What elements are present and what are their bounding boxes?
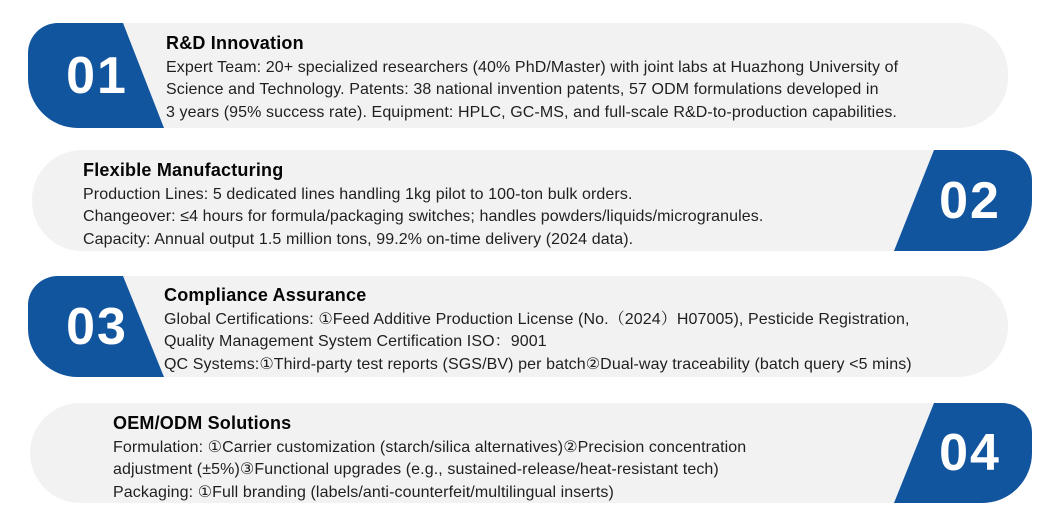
section-line: Quality Management System Certification ISO：9001	[164, 333, 547, 351]
badge-number: 01	[66, 46, 128, 105]
section-line: adjustment (±5%)③Functional upgrades (e.g., sustained-release/heat-resistant tech)	[113, 461, 719, 479]
section-02-badge	[894, 150, 1032, 251]
section-line: Capacity: Annual output 1.5 million tons, 99.2% on-time delivery (2024 data).	[83, 230, 634, 248]
section-title: OEM/ODM Solutions	[113, 413, 292, 433]
section-line: Formulation: ①Carrier customization (starch/silica alternatives)②Precision concentration	[113, 439, 747, 456]
section-line: Global Certifications: ①Feed Additive Production License (No.（2024）H07005), Pesticide Registration,	[164, 311, 910, 328]
section-line: Packaging: ①Full branding (labels/anti-counterfeit/multilingual inserts)	[113, 483, 614, 501]
section-02-content	[83, 158, 763, 251]
badge-number: 03	[66, 297, 128, 356]
section-04-content	[113, 411, 746, 504]
section-03-badge	[28, 276, 166, 377]
section-04-badge	[894, 403, 1032, 503]
section-03-content	[164, 283, 912, 376]
section-line: Science and Technology. Patents: 38 national invention patents, 57 ODM formulations developed in	[166, 81, 879, 99]
section-line: QC Systems:①Third-party test reports (SGS/BV) per batch②Dual-way traceability (batch query <5 mins)	[164, 355, 912, 373]
section-title: Flexible Manufacturing	[83, 160, 284, 180]
section-line: Changeover: ≤4 hours for formula/packaging switches; handles powders/liquids/microgranules.	[83, 208, 764, 226]
section-01-badge	[28, 23, 166, 128]
section-line: Production Lines: 5 dedicated lines handling 1kg pilot to 100-ton bulk orders.	[83, 186, 633, 203]
section-title: R&D Innovation	[166, 33, 304, 53]
section-title: Compliance Assurance	[164, 285, 367, 305]
badge-number: 02	[939, 171, 1001, 230]
section-01-content	[166, 31, 898, 124]
badge-number: 04	[939, 424, 1001, 482]
section-line: Expert Team: 20+ specialized researchers (40% PhD/Master) with joint labs at Huazhong University of	[166, 59, 899, 76]
section-line: 3 years (95% success rate). Equipment: HPLC, GC-MS, and full-scale R&D-to-production capabilities.	[166, 103, 897, 121]
